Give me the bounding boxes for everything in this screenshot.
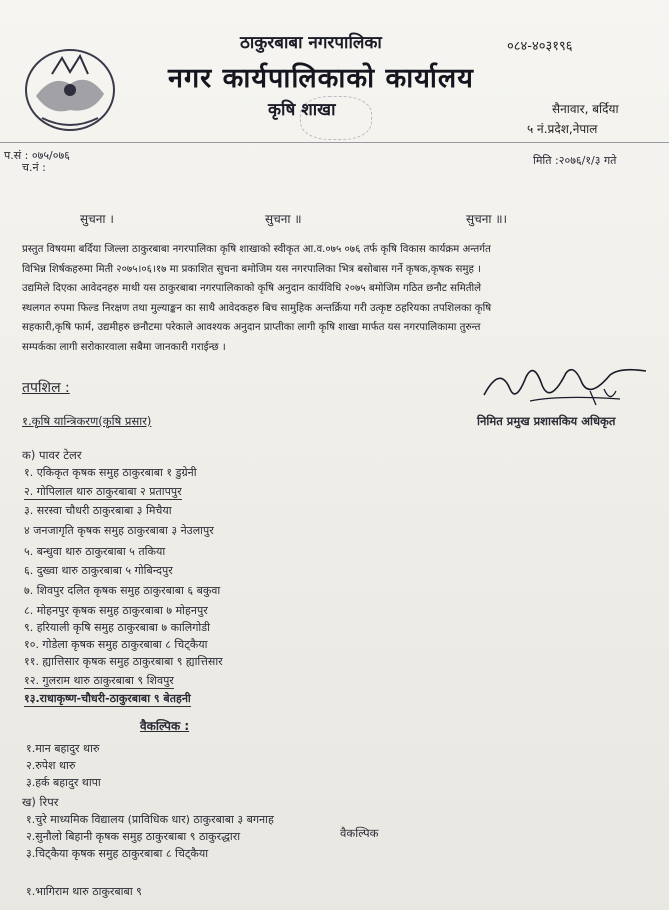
notice-heading-2: सुचना ॥ bbox=[265, 212, 302, 226]
list-item: १. एकिकृत कृषक समुह ठाकुरबाबा १ डुग्रेनी bbox=[24, 466, 197, 479]
list-item: ४ जनजागृति कृषक समुह ठाकुरबाबा ३ नेउलापुर bbox=[24, 524, 214, 537]
signatory-title: निमित प्रमुख प्रशासकिय अधिकृत bbox=[477, 414, 616, 428]
list-item: १.मान बहादुर थारु bbox=[26, 742, 100, 755]
list-item: ८. मोहनपुर कृषक समुह ठाकुरबाबा ७ मोहनपुर bbox=[24, 604, 208, 617]
phone-number: ०८४-४०३१९६ bbox=[507, 39, 573, 54]
nepal-emblem-icon bbox=[22, 44, 118, 136]
subsection-reaper: ख) रिपर bbox=[22, 795, 59, 809]
office-title: नगर कार्यपालिकाको कार्यालय bbox=[168, 63, 474, 94]
section-heading: १.कृषि यान्त्रिकरण(कृषि प्रसार) bbox=[22, 414, 152, 428]
signature bbox=[470, 355, 660, 417]
municipality-name: ठाकुरबाबा नगरपालिका bbox=[240, 33, 382, 53]
list-item: १०. गोडेला कृषक समुह ठाकुरबाबा ८ चिट्कैया bbox=[24, 638, 208, 651]
alternates-heading-2: वैकल्पिक bbox=[340, 826, 379, 840]
body-line: प्रस्तुत विषयमा बर्दिया जिल्ला ठाकुरबाबा नगरपालिका कृषि शाखाको स्वीकृत आ.व.०७५ ०७६ तर्फ कृषि विकास कार्यक्रम अन्तर्गत bbox=[22, 244, 491, 255]
list-item: ३.हर्क बहादुर थापा bbox=[26, 776, 101, 789]
list-item: १२. गुलराम थारु ठाकुरबाबा ९ शिवपुर bbox=[24, 674, 174, 687]
dispatch-number: च.नं : bbox=[22, 161, 46, 174]
list-item: ११. ह्यात्तिसार कृषक समुह ठाकुरबाबा ९ ह्यात्तिसार bbox=[24, 655, 223, 668]
address-line-1: सैनावार, बर्दिया bbox=[552, 102, 619, 116]
notice-heading-1: सुचना । bbox=[80, 212, 114, 226]
list-item: ३.चिट्कैया कृषक समुह ठाकुरबाबा ८ चिट्कैया bbox=[26, 847, 209, 860]
body-line: स्थलगत रुपमा फिल्ड निरक्षण तथा मुल्याङ्कन का साथै आवेदकहरु बिच सामुहिक अन्तर्क्रिया गरी उत्कृष्ट ठहरियका तपशिलका कृषि bbox=[22, 302, 492, 314]
letter-date: मिति :२०७६/१/३ गते bbox=[533, 154, 617, 167]
department-name: कृषि शाखा bbox=[268, 100, 336, 120]
list-item: २.सुनौलो बिहानी कृषक समुह ठाकुरबाबा ९ ठाकुरद्धारा bbox=[26, 830, 241, 843]
list-item: ९. हरियाली कृषि समुह ठाकुरबाबा ७ कालिगोडी bbox=[24, 621, 210, 634]
list-item: ५. बन्धुवा थारु ठाकुरबाबा ५ तकिया bbox=[24, 545, 166, 558]
notice-heading-3: सुचना ॥। bbox=[466, 212, 508, 226]
list-item: १.चुरे माध्यमिक विद्यालय (प्राविधिक धार) ठाकुरबाबा ३ बगनाह bbox=[26, 813, 274, 826]
body-line: विभिन्न शिर्षकहरुमा मिती २०७५।०६।१७ मा प्रकाशित सुचना बमोजिम यस नगरपालिका भित्र बसोबास गर्ने कृषक,कृषक समुह । bbox=[22, 263, 481, 275]
body-line: सहकारी,कृषि फार्म, उद्यमीहरु छनौटमा परेकाले आवश्यक अनुदान प्राप्तीका लागी कृषि शाखा मार्फत यस नगरपालिकामा तुरुन्त bbox=[22, 322, 481, 333]
body-line: सम्पर्कका लागी सरोकारवाला सबैमा जानकारी गराईन्छ । bbox=[22, 341, 226, 353]
list-item: १३.राधाकृष्ण-चौधरी-ठाकुरबाबा ९ बेतहनी bbox=[24, 692, 191, 705]
list-item: २.रुपेश थारु bbox=[26, 759, 76, 772]
reference-number: प.सं : ०७५/०७६ bbox=[4, 149, 70, 162]
details-heading: तपशिल : bbox=[22, 380, 70, 396]
list-item: ७. शिवपुर दलित कृषक समुह ठाकुरबाबा ६ बकुवा bbox=[24, 584, 221, 597]
address-line-2: ५ नं.प्रदेश,नेपाल bbox=[527, 122, 598, 136]
notice-body bbox=[22, 240, 648, 357]
alternates-heading: वैकल्पिक : bbox=[140, 719, 190, 733]
list-item: ३. सरस्वा चौधरी ठाकुरबाबा ३ मिचैया bbox=[24, 504, 172, 517]
list-item: ६. दुख्वा थारु ठाकुरबाबा ५ गोबिन्दपुर bbox=[24, 564, 173, 577]
list-item: २. गोपिलाल थारु ठाकुरबाबा २ प्रतापपुर bbox=[24, 485, 182, 498]
header-divider bbox=[0, 142, 669, 143]
body-line: उद्यमिले दिएका आवेदनहरु माथी यस ठाकुरबाबा नगरपालिकाको कृषि अनुदान कार्यविधि २०७५ बमोजिम गठित छनौट समितीले bbox=[22, 283, 482, 294]
list-item: १.भागिराम थारु ठाकुरबाबा ९ bbox=[26, 885, 142, 898]
subsection-power-tiller: क) पावर टेलर bbox=[22, 448, 82, 462]
